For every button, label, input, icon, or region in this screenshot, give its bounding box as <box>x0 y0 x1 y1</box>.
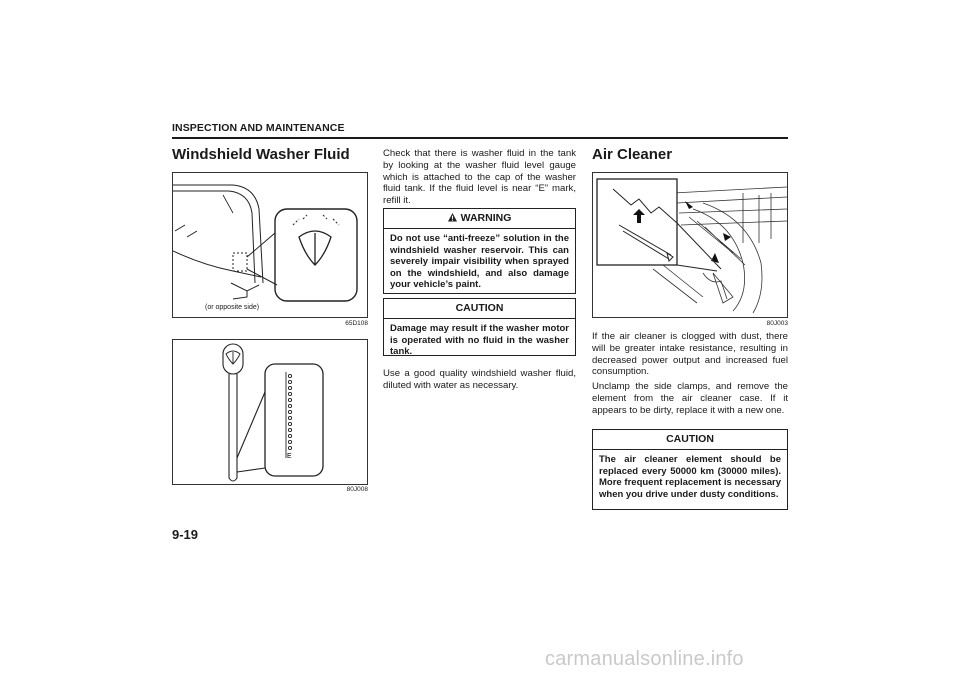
warning-text: Do not use “anti-freeze” solution in the windshield washer reservoir. This can severely impair visibility when sprayed on the windshield, and also damage your vehicle’s paint. <box>390 233 569 290</box>
washer-gauge-illustration <box>173 340 367 484</box>
page-number: 9-19 <box>172 527 199 542</box>
caution-box <box>383 298 576 356</box>
washer-gauge-figure <box>172 339 368 485</box>
air-cleaner-figure <box>592 172 788 318</box>
air-cleaner-illustration <box>593 173 787 317</box>
header-rule <box>172 137 788 139</box>
gauge-e-mark: E <box>287 453 292 460</box>
caution-text: Damage may result if the washer motor is operated with no fluid in the washer tank. <box>390 323 569 357</box>
caution-text: The air cleaner element should be replaced every 50000 km (30000 miles). More frequent replacement is necessary when you drive under dusty conditions. <box>599 454 781 500</box>
air-cleaner-paragraph-1: If the air cleaner is clogged with dust, there will be greater intake resistance, resulting in decreased power output and increased fuel consumption. <box>592 331 788 378</box>
washer-fluid-title: Windshield Washer Fluid <box>172 146 350 163</box>
figure-code: 80J008 <box>346 486 368 493</box>
washer-location-figure <box>172 172 368 318</box>
figure-code: 80J003 <box>766 320 788 327</box>
air-cleaner-paragraph-2: Unclamp the side clamps, and remove the element from the air cleaner case. If it appears to be dirty, replace it with a new one. <box>592 381 788 416</box>
caution-heading: CAUTION <box>593 430 787 450</box>
figure-code: 65D108 <box>345 320 368 327</box>
warning-icon <box>448 213 457 222</box>
figure-caption: (or opposite side) <box>205 304 260 311</box>
washer-check-paragraph: Check that there is washer fluid in the tank by looking at the washer fluid level gauge which is attached to the cap of the washer fluid tank. If the fluid level is near “E” mark, refill it. <box>383 148 576 207</box>
air-cleaner-title: Air Cleaner <box>592 146 673 163</box>
air-cleaner-caution-box <box>592 429 788 510</box>
caution-heading: CAUTION <box>384 299 575 319</box>
section-header: INSPECTION AND MAINTENANCE <box>172 122 345 134</box>
washer-fluid-paragraph: Use a good quality windshield washer fluid, diluted with water as necessary. <box>383 368 576 391</box>
warning-heading-text: WARNING <box>460 212 512 224</box>
washer-location-illustration <box>173 173 367 317</box>
warning-box <box>383 208 576 294</box>
watermark: carmanualsonline.info <box>545 648 744 670</box>
warning-heading <box>384 209 575 229</box>
